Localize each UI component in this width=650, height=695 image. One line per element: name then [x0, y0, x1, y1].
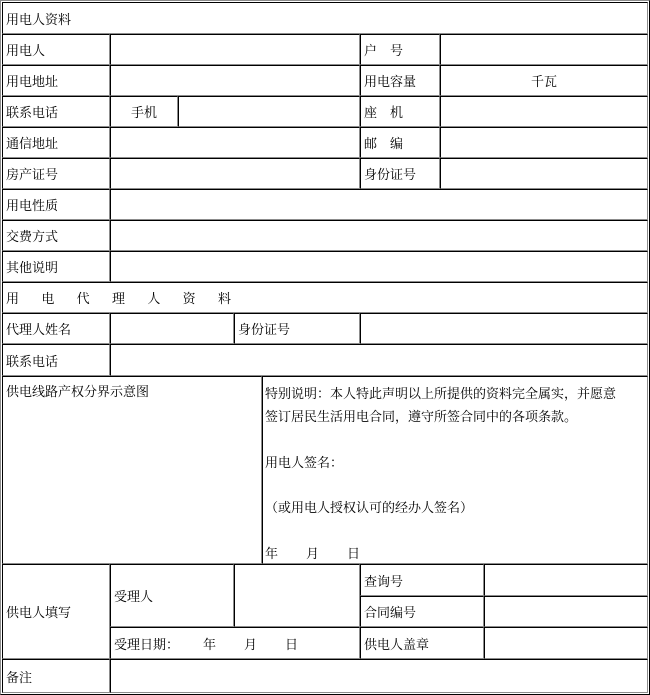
user-name-label: 用电人 [2, 34, 110, 65]
query-number-field[interactable] [484, 564, 648, 596]
landline-label: 座 机 [360, 96, 440, 127]
supplier-seal-label: 供电人盖章 [360, 627, 484, 659]
section-agent-title-text: 用 电 代 理 人 资 料 [6, 292, 241, 307]
accept-day: 日 [285, 637, 299, 653]
property-boundary-diagram-area[interactable] [2, 376, 262, 564]
agent-name-field[interactable] [110, 313, 234, 344]
accept-month: 月 [244, 637, 258, 653]
capacity-label: 用电容量 [360, 65, 440, 96]
landline-field[interactable] [440, 96, 648, 127]
signature-label: 用电人签名： [265, 456, 344, 471]
agent-name-label: 代理人姓名 [2, 313, 110, 344]
other-notes-label: 其他说明 [2, 251, 110, 282]
id-number-label: 身份证号 [360, 158, 440, 189]
agent-id-field[interactable] [360, 313, 648, 344]
contract-number-field[interactable] [484, 596, 648, 627]
account-number-field[interactable] [440, 34, 648, 65]
usage-address-field[interactable] [110, 65, 360, 96]
agent-phone-label: 联系电话 [2, 344, 110, 376]
property-cert-label: 房产证号 [2, 158, 110, 189]
mail-address-field[interactable] [110, 127, 360, 158]
declaration-line-2: 签订居民生活用电合同，遵守所签合同中的各项条款。 [265, 410, 578, 425]
capacity-field[interactable] [440, 65, 648, 96]
declaration-day: 日 [347, 547, 361, 562]
declaration-box [262, 376, 648, 564]
agent-phone-field[interactable] [110, 344, 648, 376]
remarks-label: 备注 [2, 659, 110, 693]
supplier-fill-label: 供电人填写 [2, 564, 110, 659]
mobile-label: 手机 [110, 96, 178, 127]
capacity-unit: 千瓦 [530, 75, 557, 90]
account-number-label: 户 号 [360, 34, 440, 65]
query-number-label: 查询号 [360, 564, 484, 596]
payment-method-label: 交费方式 [2, 220, 110, 251]
usage-type-label: 用电性质 [2, 189, 110, 220]
mail-address-label: 通信地址 [2, 127, 110, 158]
diagram-label: 供电线路产权分界示意图 [6, 385, 150, 400]
id-number-field[interactable] [440, 158, 648, 189]
user-name-field[interactable] [110, 34, 360, 65]
contract-number-label: 合同编号 [360, 596, 484, 627]
usage-address-label: 用电地址 [2, 65, 110, 96]
mobile-field[interactable] [178, 96, 360, 127]
remarks-field[interactable] [110, 659, 648, 693]
declaration-line-1: 特别说明：本人特此声明以上所提供的资料完全属实，并愿意 [265, 387, 617, 402]
declaration-date [265, 543, 360, 562]
payment-method-field[interactable] [110, 220, 648, 251]
accept-date-field[interactable] [110, 627, 360, 659]
declaration-month: 月 [306, 547, 320, 562]
contact-phone-label: 联系电话 [2, 96, 110, 127]
usage-type-field[interactable] [110, 189, 648, 220]
other-notes-field[interactable] [110, 251, 648, 282]
agent-signature-label: （或用电人授权认可的经办人签名） [265, 501, 474, 516]
property-cert-field[interactable] [110, 158, 360, 189]
section-title-text: 用电人资料 [6, 12, 72, 28]
postcode-field[interactable] [440, 127, 648, 158]
accept-date-label: 受理日期： [114, 637, 180, 653]
declaration-year: 年 [265, 547, 279, 562]
acceptor-field[interactable] [234, 564, 360, 627]
section-user-info-title [2, 2, 648, 34]
supplier-seal-field[interactable] [484, 627, 648, 659]
section-agent-info-title [2, 282, 648, 313]
agent-id-label: 身份证号 [234, 313, 360, 344]
postcode-label: 邮 编 [360, 127, 440, 158]
accept-year: 年 [203, 637, 217, 653]
acceptor-label: 受理人 [110, 564, 234, 627]
